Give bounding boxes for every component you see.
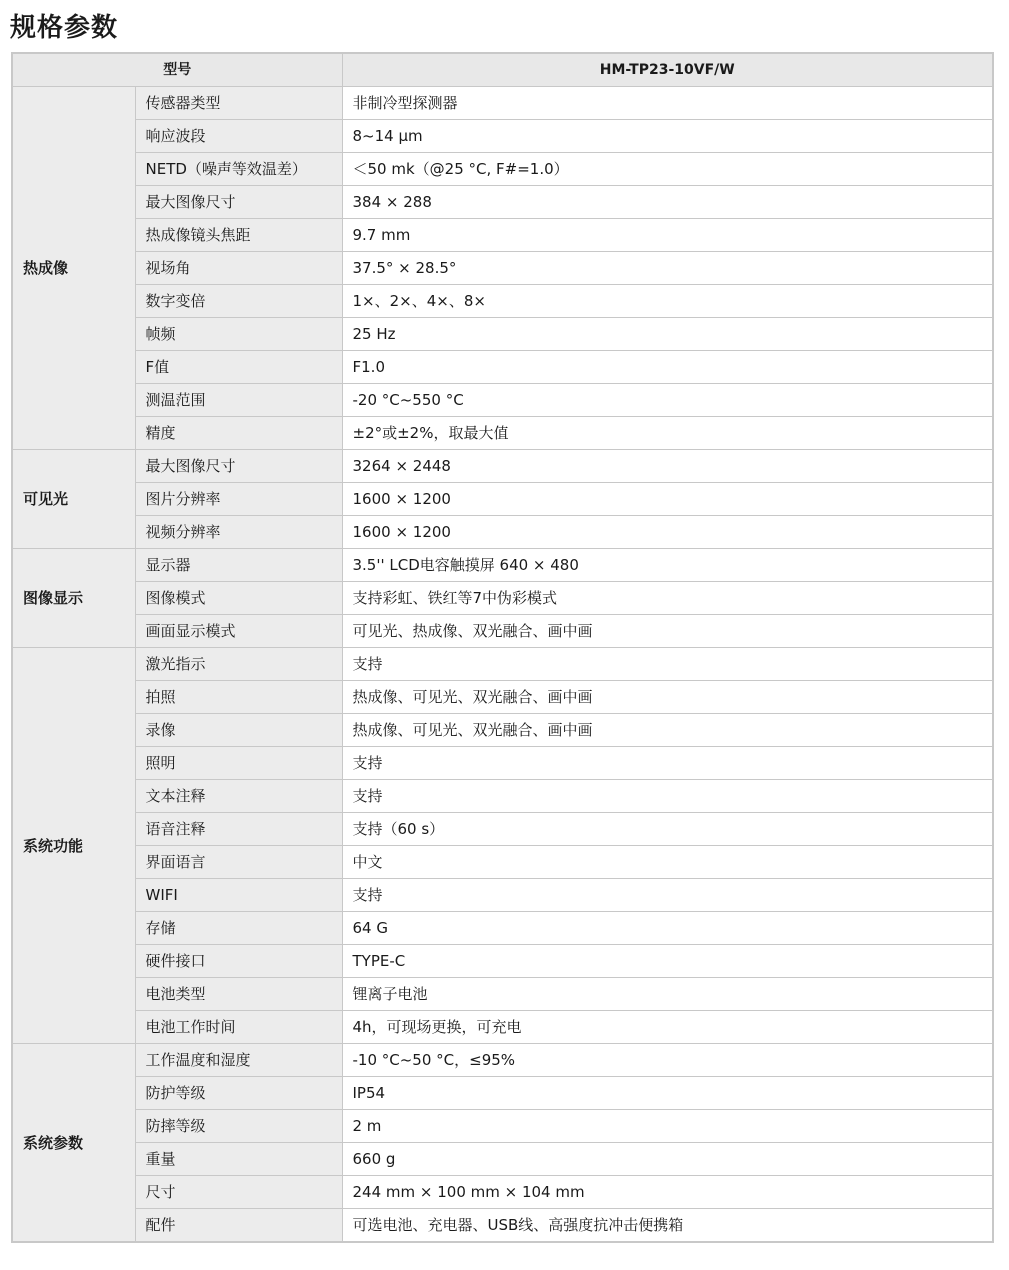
table-row — [12, 87, 993, 120]
param-value: 3.5'' LCD电容触摸屏 640 × 480 — [342, 549, 993, 582]
param-value: 热成像、可见光、双光融合、画中画 — [342, 681, 993, 714]
param-name: 语音注释 — [135, 813, 342, 846]
param-value: 支持 — [342, 648, 993, 681]
param-name: F值 — [135, 351, 342, 384]
table-row — [12, 1176, 993, 1209]
param-name: 响应波段 — [135, 120, 342, 153]
group-label: 热成像 — [12, 87, 135, 450]
param-value: ＜50 mk（@25 °C, F#=1.0） — [342, 153, 993, 186]
param-name: 最大图像尺寸 — [135, 186, 342, 219]
param-name: 激光指示 — [135, 648, 342, 681]
param-name: 图像模式 — [135, 582, 342, 615]
param-value: 25 Hz — [342, 318, 993, 351]
table-row — [12, 186, 993, 219]
param-name: 画面显示模式 — [135, 615, 342, 648]
table-row — [12, 780, 993, 813]
param-name: 存储 — [135, 912, 342, 945]
param-value: ±2°或±2%，取最大值 — [342, 417, 993, 450]
param-value: 1600 × 1200 — [342, 516, 993, 549]
table-row — [12, 747, 993, 780]
param-value: 384 × 288 — [342, 186, 993, 219]
param-value: 64 G — [342, 912, 993, 945]
table-row — [12, 483, 993, 516]
param-value: 1600 × 1200 — [342, 483, 993, 516]
table-row — [12, 1110, 993, 1143]
group-label: 可见光 — [12, 450, 135, 549]
param-value: 中文 — [342, 846, 993, 879]
param-value: -20 °C~550 °C — [342, 384, 993, 417]
param-value: 支持 — [342, 747, 993, 780]
table-row — [12, 681, 993, 714]
param-value: F1.0 — [342, 351, 993, 384]
param-value: 支持（60 s） — [342, 813, 993, 846]
table-header-row — [12, 53, 993, 87]
param-value: 3264 × 2448 — [342, 450, 993, 483]
param-name: 工作温度和湿度 — [135, 1044, 342, 1077]
param-name: 热成像镜头焦距 — [135, 219, 342, 252]
param-name: 拍照 — [135, 681, 342, 714]
model-label: 型号 — [12, 53, 342, 87]
table-row — [12, 450, 993, 483]
table-row — [12, 945, 993, 978]
param-name: 防摔等级 — [135, 1110, 342, 1143]
group-label: 系统功能 — [12, 648, 135, 1044]
table-row — [12, 615, 993, 648]
table-row — [12, 252, 993, 285]
param-value: IP54 — [342, 1077, 993, 1110]
group-label: 系统参数 — [12, 1044, 135, 1243]
table-row — [12, 1143, 993, 1176]
param-name: 防护等级 — [135, 1077, 342, 1110]
param-name: 显示器 — [135, 549, 342, 582]
table-row — [12, 549, 993, 582]
table-row — [12, 120, 993, 153]
param-name: 帧频 — [135, 318, 342, 351]
param-value: 可选电池、充电器、USB线、高强度抗冲击便携箱 — [342, 1209, 993, 1243]
param-name: 数字变倍 — [135, 285, 342, 318]
param-value: 8~14 μm — [342, 120, 993, 153]
page-title: 规格参数 — [10, 13, 119, 43]
param-name: 录像 — [135, 714, 342, 747]
table-row — [12, 582, 993, 615]
param-value: 1×、2×、4×、8× — [342, 285, 993, 318]
table-row — [12, 384, 993, 417]
param-name: 视场角 — [135, 252, 342, 285]
table-row — [12, 1011, 993, 1044]
param-value: 热成像、可见光、双光融合、画中画 — [342, 714, 993, 747]
param-name: 图片分辨率 — [135, 483, 342, 516]
param-name: 测温范围 — [135, 384, 342, 417]
table-row — [12, 879, 993, 912]
table-row — [12, 714, 993, 747]
spec-table-body — [12, 87, 993, 1243]
param-name: 配件 — [135, 1209, 342, 1243]
param-name: 传感器类型 — [135, 87, 342, 120]
param-name: 照明 — [135, 747, 342, 780]
param-value: 660 g — [342, 1143, 993, 1176]
param-name: 电池工作时间 — [135, 1011, 342, 1044]
param-name: 最大图像尺寸 — [135, 450, 342, 483]
param-value: 非制冷型探测器 — [342, 87, 993, 120]
table-row — [12, 1209, 993, 1243]
param-name: 重量 — [135, 1143, 342, 1176]
table-row — [12, 846, 993, 879]
param-name: NETD（噪声等效温差） — [135, 153, 342, 186]
table-row — [12, 219, 993, 252]
table-row — [12, 318, 993, 351]
param-value: 244 mm × 100 mm × 104 mm — [342, 1176, 993, 1209]
param-value: 9.7 mm — [342, 219, 993, 252]
param-name: 硬件接口 — [135, 945, 342, 978]
spec-table — [11, 52, 994, 1243]
table-row — [12, 285, 993, 318]
param-value: TYPE-C — [342, 945, 993, 978]
table-row — [12, 912, 993, 945]
table-row — [12, 1077, 993, 1110]
param-name: 尺寸 — [135, 1176, 342, 1209]
param-name: 界面语言 — [135, 846, 342, 879]
table-row — [12, 417, 993, 450]
param-name: 电池类型 — [135, 978, 342, 1011]
param-value: 支持 — [342, 879, 993, 912]
table-row — [12, 978, 993, 1011]
table-row — [12, 351, 993, 384]
param-value: -10 °C~50 °C，≤95% — [342, 1044, 993, 1077]
param-name: 文本注释 — [135, 780, 342, 813]
param-name: WIFI — [135, 879, 342, 912]
param-value: 2 m — [342, 1110, 993, 1143]
table-row — [12, 153, 993, 186]
param-value: 37.5° × 28.5° — [342, 252, 993, 285]
table-row — [12, 516, 993, 549]
param-value: 可见光、热成像、双光融合、画中画 — [342, 615, 993, 648]
table-row — [12, 1044, 993, 1077]
table-row — [12, 648, 993, 681]
param-name: 精度 — [135, 417, 342, 450]
param-value: 4h，可现场更换，可充电 — [342, 1011, 993, 1044]
model-value: HM-TP23-10VF/W — [342, 53, 993, 87]
param-value: 支持彩虹、铁红等7中伪彩模式 — [342, 582, 993, 615]
param-name: 视频分辨率 — [135, 516, 342, 549]
param-value: 锂离子电池 — [342, 978, 993, 1011]
group-label: 图像显示 — [12, 549, 135, 648]
param-value: 支持 — [342, 780, 993, 813]
table-row — [12, 813, 993, 846]
